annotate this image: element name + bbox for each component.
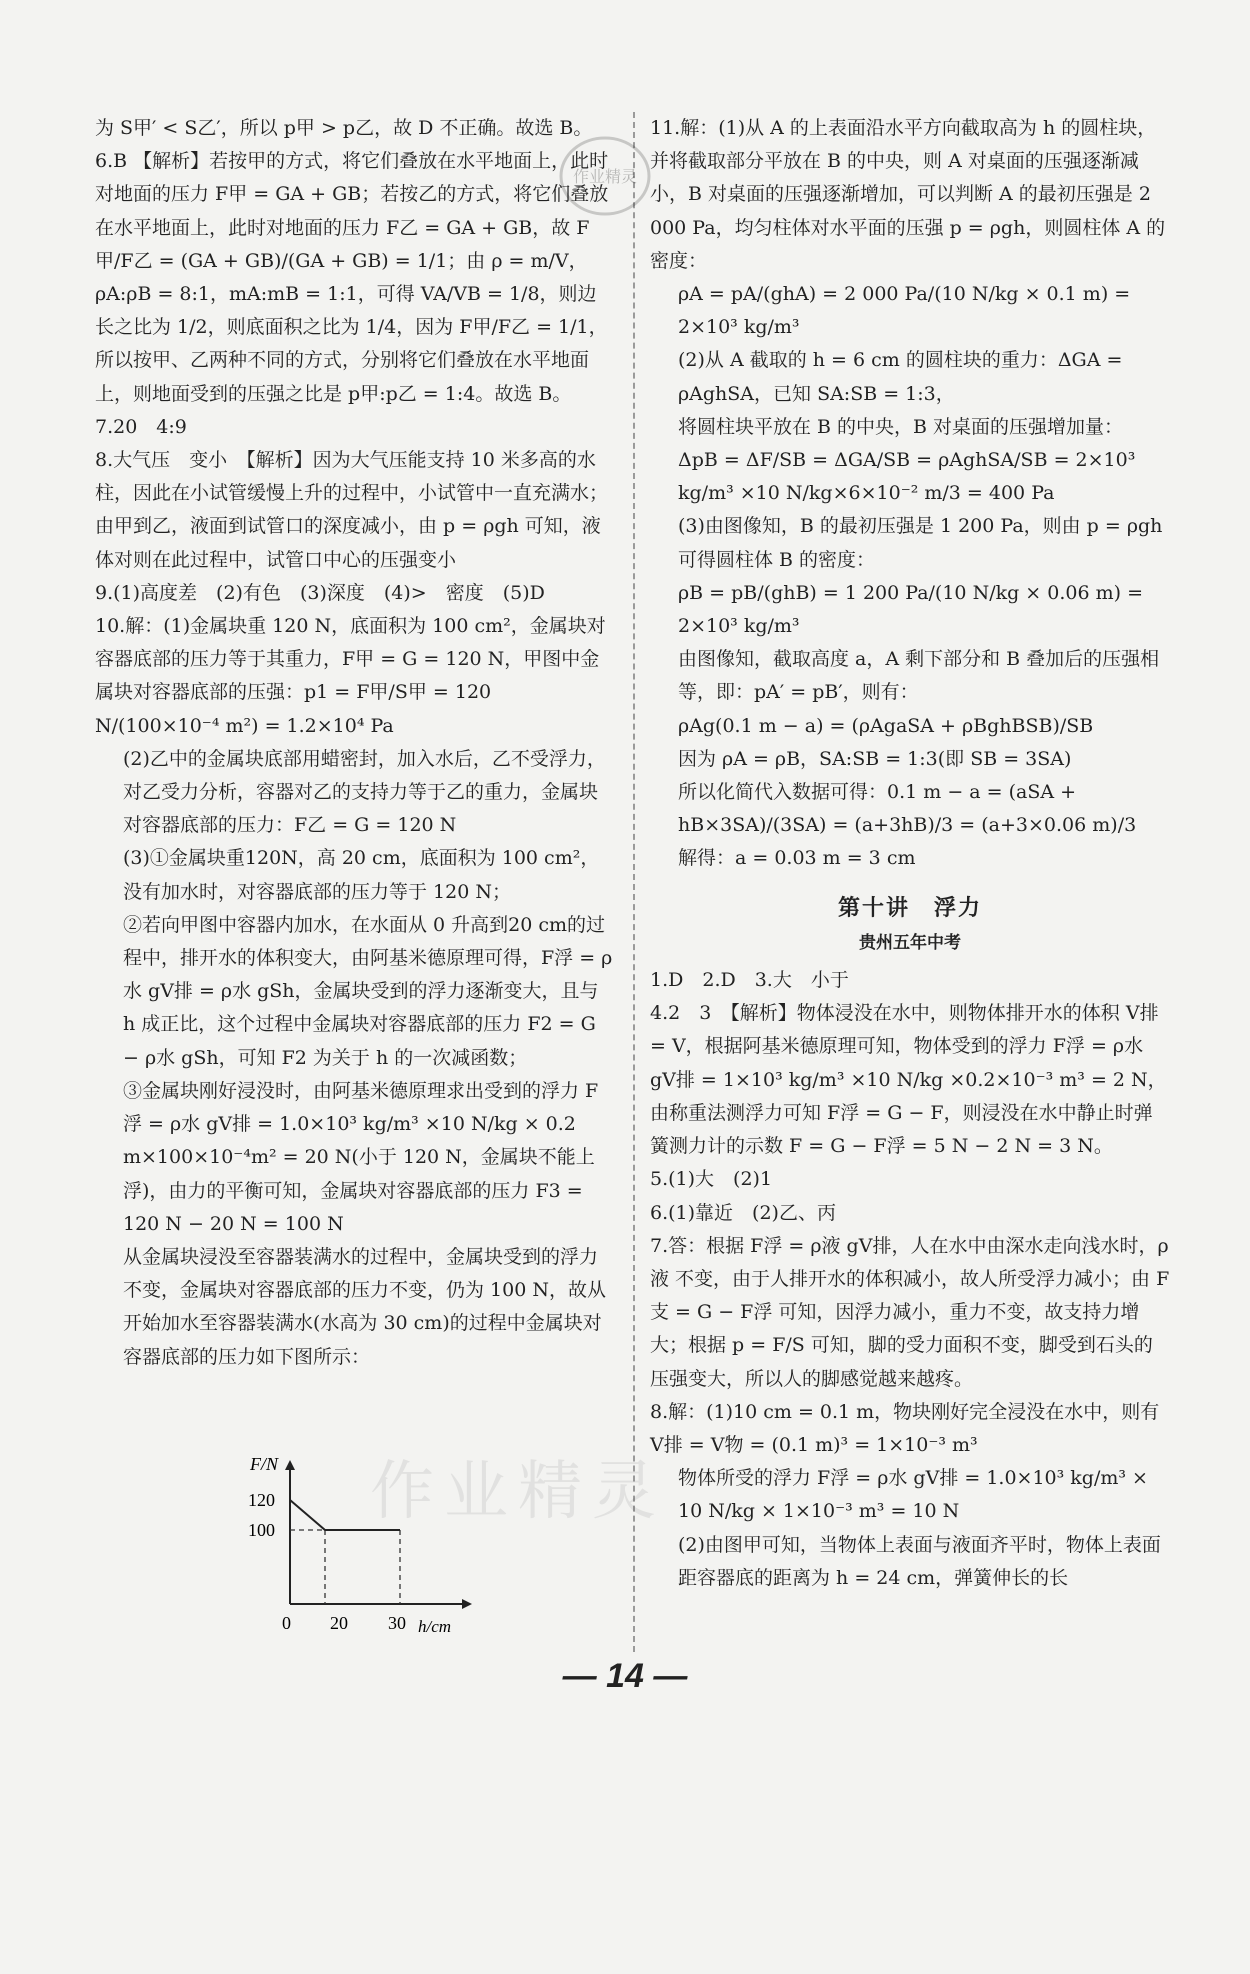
graph-x-arrow (462, 1599, 472, 1609)
answer-11-part2: (2)从 A 截取的 h = 6 cm 的圆柱块的重力：ΔGA = ρAghSA，已知 SA:SB = 1:3， (678, 349, 1123, 405)
buoyancy-answer-8c: (2)由图甲可知，当物体上表面与液面齐平时，物体上表面距容器底的距离为 h = 24 cm，弹簧伸长的长 (678, 1533, 1161, 1589)
answer-11-ratio: 因为 ρA = ρB，SA:SB = 1:3(即 SB = 3SA) (678, 747, 1072, 770)
answer-8: 8.大气压 变小 【解析】因为大气压能支持 10 米多高的水柱，因此在小试管缓慢上升的过程中，小试管中一直充满水；由甲到乙，液面到试管口的深度减小，由 p = ρgh 可知，液体对则在此过程中，试管口中心的压强变小 (95, 449, 609, 571)
answer-11-part3: (3)由图像知，B 的最初压强是 1 200 Pa，则由 p = ρgh 可得圆柱体 B 的密度： (678, 515, 1163, 571)
answer-11-part2b: 将圆柱块平放在 B 的中央，B 对桌面的压强增加量： (678, 415, 1124, 438)
stamp-text: 作业精灵 (572, 167, 638, 186)
buoyancy-answer-6: 6.(1)靠近 (2)乙、丙 (650, 1201, 836, 1224)
watermark: 作业精灵 (370, 1455, 666, 1529)
answer-10-conclusion: 从金属块浸没至容器装满水的过程中，金属块受到的浮力不变，金属块对容器底部的压力不变，仍为 100 N，故从开始加水至容器装满水(水高为 30 cm)的过程中金属块对容器底部的压力如下图所示： (123, 1245, 606, 1368)
answer-10-part3a: (3)①金属块重120N，高 20 cm，底面积为 100 cm²，没有加水时，对容器底部的压力等于 120 N； (123, 847, 600, 903)
buoyancy-answer-7: 7.答：根据 F浮 = ρ液 gV排，人在水中由深水走向浅水时，ρ液 不变，由于人排开水的体积减小，故人所受浮力减小；由 F支 = G − F浮 可知，因浮力减小，重力不变，故支持力增大；根据 p = F/S 可知，脚的受力面积不变，脚受到石头的压强变大，所以人的脚感觉越来越疼。 (650, 1234, 1170, 1390)
answer-11-delta-p: ΔpB = ΔF/SB = ΔGA/SB = ρAghSA/SB = 2×10³ kg/m³ ×10 N/kg×6×10⁻² m/3 = 400 Pa (678, 449, 1136, 505)
graph-y-tick-120: 120 (248, 1490, 275, 1510)
answer-10-part2: (2)乙中的金属块底部用蜡密封，加入水后，乙不受浮力，对乙受力分析，容器对乙的支持力等于乙的重力，金属块对容器底部的压力：F乙 = G = 120 N (123, 747, 606, 837)
answer-9: 9.(1)高度差 (2)有色 (3)深度 (4)> 密度 (5)D (95, 581, 545, 604)
buoyancy-answer-8b: 物体所受的浮力 F浮 = ρ水 gV排 = 1.0×10³ kg/m³ × 10 N/kg × 1×10⁻³ m³ = 10 N (678, 1467, 1148, 1523)
answer-5-end: 为 S甲′ < S乙′，所以 p甲 > p乙，故 D 不正确。故选 B。 (95, 117, 593, 139)
graph-x-tick-0: 0 (282, 1613, 291, 1633)
graph-y-arrow (285, 1460, 295, 1470)
answer-11-equal-pressure: 由图像知，截取高度 a，A 剩下部分和 B 叠加后的压强相等，即：pA′ = pB′，则有： (678, 648, 1160, 704)
column-divider (633, 112, 635, 1652)
left-column (95, 112, 615, 1374)
answer-11-intro: 11.解：(1)从 A 的上表面沿水平方向截取高为 h 的圆柱块，并将截取部分平放在 B 的中央，则 A 对桌面的压强逐渐减小，B 对桌面的压强逐渐增加，可以判断 A 的最初压强是 2 000 Pa，均匀柱体对水平面的压强 p = ρgh，则圆柱体 A 的密度： (650, 117, 1166, 272)
graph-x-tick-20: 20 (330, 1613, 348, 1633)
right-column (650, 112, 1170, 1595)
answer-11-density-a: ρA = pA/(ghA) = 2 000 Pa/(10 N/kg × 0.1 m) = 2×10³ kg/m³ (678, 283, 1131, 339)
graph-y-tick-100: 100 (248, 1520, 275, 1540)
section-title: 第十讲 浮力 (837, 895, 982, 921)
answer-11-result: 解得：a = 0.03 m = 3 cm (678, 847, 916, 870)
buoyancy-answer-8a: 8.解：(1)10 cm = 0.1 m，物块刚好完全浸没在水中，则有 V排 = V物 = (0.1 m)³ = 1×10⁻³ m³ (650, 1400, 1160, 1456)
page-number: — 14 — (562, 1657, 688, 1695)
stamp-logo (555, 132, 655, 220)
answer-10-part3c: ③金属块刚好浸没时，由阿基米德原理求出受到的浮力 F浮 = ρ水 gV排 = 1.0×10³ kg/m³ ×10 N/kg × 0.2 m×100×10⁻⁴m² = 20 N(小于 120 N，金属块不能上浮)，由力的平衡可知，金属块对容器底部的压力 F3 = 120 N − 20 N = 100 N (123, 1079, 599, 1235)
graph-x-label: h/cm (418, 1617, 452, 1634)
answer-7: 7.20 4:9 (95, 415, 187, 438)
answer-11-equation: ρAg(0.1 m − a) = (ρAgaSA + ρBghBSB)/SB (678, 714, 1094, 737)
graph-y-label: F/N (250, 1454, 279, 1474)
answer-11-simplify: 所以化简代入数据可得：0.1 m − a = (aSA + hB×3SA)/(3SA) = (a+3hB)/3 = (a+3×0.06 m)/3 (678, 781, 1137, 837)
answer-10-part3b: ②若向甲图中容器内加水，在水面从 0 升高到20 cm的过程中，排开水的体积变大，由阿基米德原理可得，F浮 = ρ水 gV排 = ρ水 gSh，金属块受到的浮力逐渐变大，且与 h 成正比，这个过程中金属块对容器底部的压力 F2 = G − ρ水 gSh，可知 F2 为关于 h 的一次减函数； (123, 913, 613, 1069)
answer-10-part1: 10.解：(1)金属块重 120 N，底面积为 100 cm²，金属块对容器底部的压力等于其重力，F甲 = G = 120 N，甲图中金属块对容器底部的压强：p1 = F甲/S甲 = 120 N/(100×10⁻⁴ m²) = 1.2×10⁴ Pa (95, 615, 606, 737)
graph-x-tick-30: 30 (388, 1613, 406, 1633)
buoyancy-answer-1-3: 1.D 2.D 3.大 小于 (650, 969, 849, 992)
answer-6: 6.B 【解析】若按甲的方式，将它们叠放在水平地面上，此时对地面的压力 F甲 = GA + GB；若按乙的方式，将它们叠放在水平地面上，此时对地面的压力 F乙 = GA + GB，故 F甲/F乙 = (GA + GB)/(GA + GB) = 1/1；由 ρ = m/V，ρA:ρB = 8:1，mA:mB = 1:1，可得 VA/VB = 1/8，则边长之比为 1/2，则底面积之比为 1/4，因为 F甲/F乙 = 1/1，所以按甲、乙两种不同的方式，分别将它们叠放在水平地面上，则地面受到的压强之比是 p甲:p乙 = 1:4。故选 B。 (95, 150, 609, 405)
buoyancy-answer-5: 5.(1)大 (2)1 (650, 1168, 773, 1191)
answer-11-density-b: ρB = pB/(ghB) = 1 200 Pa/(10 N/kg × 0.06 m) = 2×10³ kg/m³ (678, 581, 1143, 638)
section-subtitle: 贵州五年中考 (859, 932, 961, 953)
buoyancy-answer-4: 4.2 3 【解析】物体浸没在水中，则物体排开水的体积 V排 = V，根据阿基米德原理可知，物体受到的浮力 F浮 = ρ水 gV排 = 1×10³ kg/m³ ×10 N/kg ×0.2×10⁻³ m³ = 2 N，由称重法测浮力可知 F浮 = G − F，则浸没在水中静止时弹簧测力计的示数 F = G − F浮 = 5 N − 2 N = 3 N。 (650, 1002, 1167, 1158)
